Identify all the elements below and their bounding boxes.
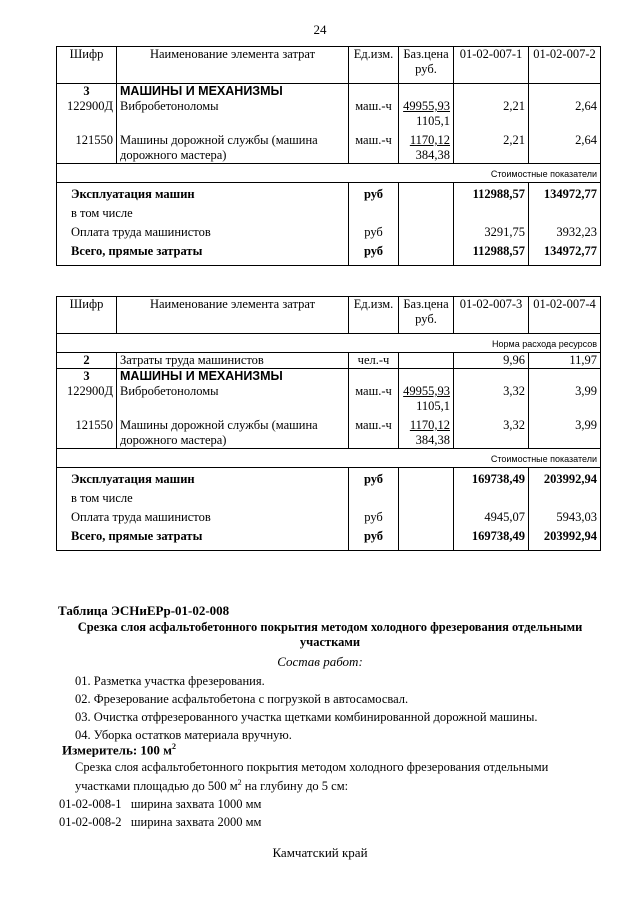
summary-unit: руб xyxy=(349,525,399,551)
work-step: 02. Фрезерование асфальтобетона с погрузкой в автосамосвал. xyxy=(75,692,409,706)
summary-unit: руб xyxy=(349,468,399,488)
row-price-main: 49955,93 xyxy=(403,384,450,398)
description-line2-end: на глубину до 5 см: xyxy=(241,779,349,794)
header-col2: 01-02-007-4 xyxy=(529,297,601,334)
row-price-sub: 1105,1 xyxy=(416,114,450,128)
summary-value-2: 203992,94 xyxy=(529,525,601,551)
row-price xyxy=(399,129,454,164)
description-sup: 2 xyxy=(237,778,242,787)
header-col2: 01-02-007-2 xyxy=(529,47,601,84)
row-unit: маш.-ч xyxy=(349,99,399,129)
summary-value-1: 169738,49 xyxy=(454,525,529,551)
measure-unit xyxy=(62,742,176,758)
summary-row xyxy=(57,202,601,221)
section-heading xyxy=(60,620,600,650)
row-price-sub: 384,38 xyxy=(415,148,450,162)
summary-label: в том числе xyxy=(57,487,349,506)
summary-row xyxy=(57,221,601,240)
table-header xyxy=(57,297,601,334)
cost-label: Стоимостные показатели xyxy=(57,164,601,183)
row-price-main: 1170,12 xyxy=(409,418,450,432)
row-name xyxy=(117,129,349,164)
summary-value-1: 169738,49 xyxy=(454,468,529,488)
norm-label-row xyxy=(57,334,601,353)
measure-sup: 2 xyxy=(172,742,177,751)
summary-value-2: 3932,23 xyxy=(529,221,601,240)
table-row xyxy=(57,99,601,129)
row-unit: маш.-ч xyxy=(349,384,399,414)
row-code: 121550 xyxy=(57,414,117,449)
row-value-1: 2,21 xyxy=(454,129,529,164)
row-value-2: 11,97 xyxy=(529,353,601,369)
row-code: 121550 xyxy=(57,129,117,164)
measure-description xyxy=(75,760,595,794)
summary-unit: руб xyxy=(349,240,399,266)
row-value-1: 9,96 xyxy=(454,353,529,369)
row-price xyxy=(399,414,454,449)
row-value-1: 3,32 xyxy=(454,384,529,414)
summary-value-2: 134972,77 xyxy=(529,183,601,203)
row-name: Затраты труда машинистов xyxy=(117,353,349,369)
work-step: 04. Уборка остатков материала вручную. xyxy=(75,728,292,742)
resource-table-1 xyxy=(56,46,601,266)
footer-region: Камчатский край xyxy=(272,845,368,860)
header-price-line2: руб. xyxy=(415,312,437,326)
header-col1: 01-02-007-1 xyxy=(454,47,529,84)
row-value-2: 2,64 xyxy=(529,129,601,164)
header-name: Наименование элемента затрат xyxy=(117,47,349,84)
row-price-sub: 384,38 xyxy=(415,433,450,447)
rate-code: 01-02-008-1 xyxy=(59,797,122,811)
description-line2: участками площадью до 500 м xyxy=(75,779,238,794)
resource-table-2 xyxy=(56,296,601,551)
rate-code: 01-02-008-2 xyxy=(59,815,122,829)
summary-unit: руб xyxy=(349,183,399,203)
summary-row xyxy=(57,506,601,525)
row-unit: чел.-ч xyxy=(349,353,399,369)
summary-value-2: 203992,94 xyxy=(529,468,601,488)
summary-row xyxy=(57,240,601,266)
row-code: 2 xyxy=(57,353,117,369)
section-heading-line2: участками xyxy=(299,635,361,649)
row-price xyxy=(399,384,454,414)
page-number: 24 xyxy=(313,22,327,37)
table-title: Таблица ЭСНиЕРр-01-02-008 xyxy=(58,603,230,618)
row-unit: маш.-ч xyxy=(349,129,399,164)
header-price xyxy=(399,47,454,84)
summary-row xyxy=(57,468,601,488)
summary-value-1: 112988,57 xyxy=(454,240,529,266)
measure-label: Измеритель: 100 м xyxy=(62,742,173,758)
cost-label: Стоимостные показатели xyxy=(57,449,601,468)
row-unit: маш.-ч xyxy=(349,414,399,449)
cost-label-row xyxy=(57,449,601,468)
summary-label: Всего, прямые затраты xyxy=(57,240,349,266)
section-title: МАШИНЫ И МЕХАНИЗМЫ xyxy=(117,369,349,385)
rate-code-item xyxy=(59,797,261,812)
summary-label: Всего, прямые затраты xyxy=(57,525,349,551)
header-code: Шифр xyxy=(57,47,117,84)
table-row xyxy=(57,384,601,414)
row-name: Вибробетоноломы xyxy=(117,99,349,129)
header-name: Наименование элемента затрат xyxy=(117,297,349,334)
header-col1: 01-02-007-3 xyxy=(454,297,529,334)
row-code: 122900Д xyxy=(57,99,117,129)
work-step: 01. Разметка участка фрезерования. xyxy=(75,674,265,688)
header-unit: Ед.изм. xyxy=(349,47,399,84)
rate-code-text: ширина захвата 1000 мм xyxy=(130,797,262,811)
summary-label: Эксплуатация машин xyxy=(57,468,349,488)
row-name-line2: дорожного мастера) xyxy=(120,433,227,447)
norm-label: Норма расхода ресурсов xyxy=(57,334,601,353)
row-price-main: 1170,12 xyxy=(409,133,450,147)
section-heading-line1: Срезка слоя асфальтобетонного покрытия методом холодного фрезерования отдельными xyxy=(77,620,583,634)
row-price xyxy=(399,99,454,129)
rate-code-item xyxy=(59,815,261,830)
row-name-line2: дорожного мастера) xyxy=(120,148,227,162)
row-price-sub: 1105,1 xyxy=(416,399,450,413)
work-step: 03. Очистка отфрезерованного участка щетками комбинированной дорожной машины. xyxy=(75,710,538,724)
row-price-main: 49955,93 xyxy=(403,99,450,113)
summary-row xyxy=(57,183,601,203)
summary-label: Оплата труда машинистов xyxy=(57,506,349,525)
table-header xyxy=(57,47,601,84)
summary-value-1: 3291,75 xyxy=(454,221,529,240)
summary-row xyxy=(57,525,601,551)
section-number: 3 xyxy=(57,369,117,385)
summary-unit: руб xyxy=(349,506,399,525)
header-price-line2: руб. xyxy=(415,62,437,76)
table-row xyxy=(57,414,601,449)
row-name-line1: Машины дорожной службы (машина xyxy=(120,418,318,432)
labor-row xyxy=(57,353,601,369)
section-row xyxy=(57,84,601,100)
summary-label: Эксплуатация машин xyxy=(57,183,349,203)
cost-label-row xyxy=(57,164,601,183)
row-value-1: 3,32 xyxy=(454,414,529,449)
row-value-1: 2,21 xyxy=(454,99,529,129)
row-value-2: 2,64 xyxy=(529,99,601,129)
row-code: 122900Д xyxy=(57,384,117,414)
row-name-line1: Машины дорожной службы (машина xyxy=(120,133,318,147)
rate-code-text: ширина захвата 2000 мм xyxy=(130,815,262,829)
table-row xyxy=(57,129,601,164)
summary-value-2: 5943,03 xyxy=(529,506,601,525)
section-title: МАШИНЫ И МЕХАНИЗМЫ xyxy=(117,84,349,100)
summary-value-1: 112988,57 xyxy=(454,183,529,203)
section-row xyxy=(57,369,601,385)
row-name: Вибробетоноломы xyxy=(117,384,349,414)
header-price-line1: Баз.цена xyxy=(403,297,449,311)
summary-label: в том числе xyxy=(57,202,349,221)
summary-label: Оплата труда машинистов xyxy=(57,221,349,240)
row-name xyxy=(117,414,349,449)
row-value-2: 3,99 xyxy=(529,414,601,449)
section-number: 3 xyxy=(57,84,117,100)
description-line1: Срезка слоя асфальтобетонного покрытия методом холодного фрезерования отдельными xyxy=(75,760,549,774)
header-price xyxy=(399,297,454,334)
summary-row xyxy=(57,487,601,506)
summary-unit: руб xyxy=(349,221,399,240)
row-value-2: 3,99 xyxy=(529,384,601,414)
header-price-line1: Баз.цена xyxy=(403,47,449,61)
summary-value-1: 4945,07 xyxy=(454,506,529,525)
header-code: Шифр xyxy=(57,297,117,334)
summary-value-2: 134972,77 xyxy=(529,240,601,266)
header-unit: Ед.изм. xyxy=(349,297,399,334)
work-composition-title: Состав работ: xyxy=(277,654,363,669)
